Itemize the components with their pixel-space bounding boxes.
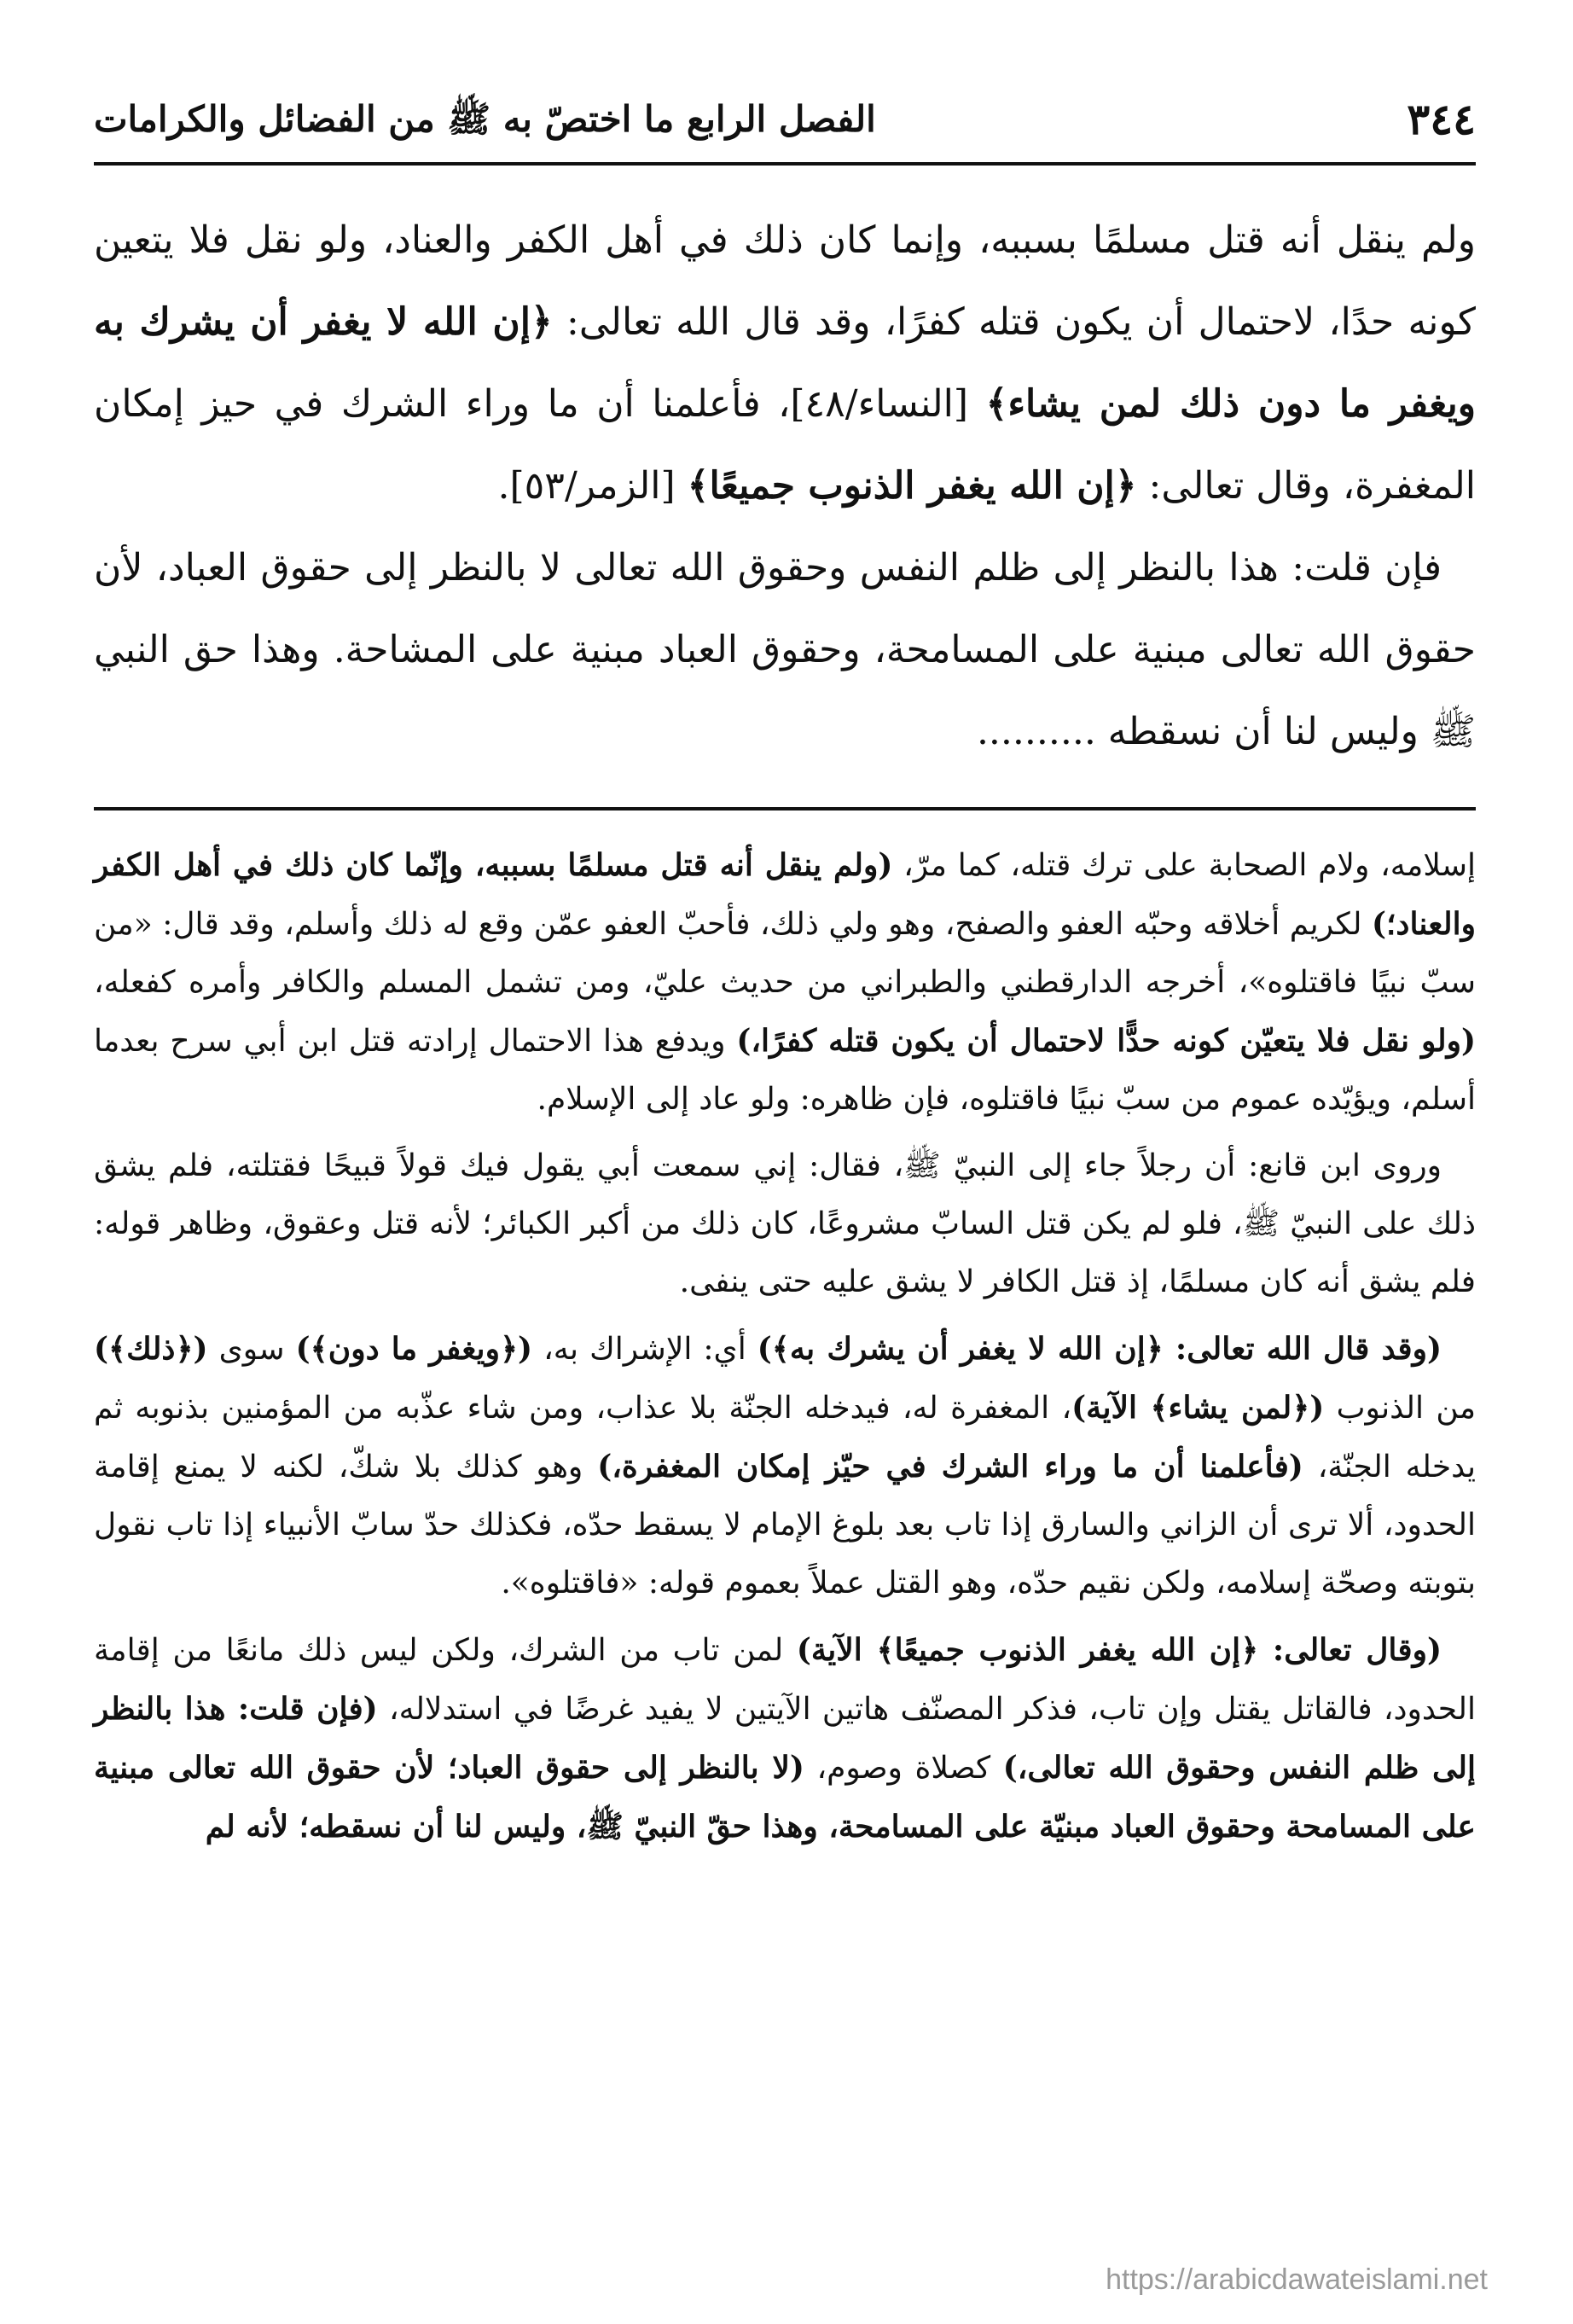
commentary-quoted-text: (فإن قلت: هذا بالنظر إلى ظلم النفس وحقوق الله تعالى،) [94,1691,1476,1786]
continuation-dots: .......... [976,710,1096,753]
commentary-text: ويدفع هذا الاحتمال إرادته قتل ابن أبي سرح بعدما أسلم، ويؤيّده عموم من سبّ نبيًا فاقتلوه، فإن ظاهره: ولو عاد إلى الإسلام. [94,1024,1476,1117]
commentary-quoted-text: (﴿لمن يشاء﴾ الآية) [1071,1390,1325,1426]
commentary-paragraph [94,1621,1476,1856]
page-header [94,85,1476,166]
commentary-quoted-text: (لا بالنظر إلى حقوق العباد؛ لأن حقوق الله تعالى مبنية على المسامحة وحقوق العباد مبنيّة على المسامحة، وهذا حقّ النبيّ ﷺ، وليس لنا أن نسقطه؛ لأنه لم [94,1750,1476,1845]
main-text [94,200,1476,773]
commentary-quoted-text: (فأعلمنا أن ما وراء الشرك في حيّز إمكان المغفرة،) [597,1449,1303,1484]
commentary-text: سوى [207,1332,296,1367]
commentary-text: لكريم أخلاقه وحبّه العفو والصفح، وهو ولي ذلك، فأحبّ العفو عمّن وقع له ذلك وأسلم، وقد قال: «من سبّ نبيًا فاقتلوه»، أخرجه الدارقطني والطبراني من حديث عليّ، ومن تشمل المسلم والكافر وأمره كفعله، [94,907,1476,1000]
main-text-segment: [الزمر/٥٣]. [497,464,688,508]
commentary-text: وهو كذلك بلا شكّ، لكنه لا يمنع إقامة الحدود، ألا ترى أن الزاني والسارق إذا تاب بعد بلوغ الإمام لا يسقط حدّه، فكذلك حدّ سابّ الأنبياء إذا تاب نقول بتوبته وصحّة إسلامه، ولكن نقيم حدّه، وهو القتل عملاً بعموم قوله: «فاقتلوه». [94,1450,1476,1601]
commentary-text: من الذنوب [1324,1391,1477,1426]
commentary-quoted-text: (وقال تعالى: ﴿إن الله يغفر الذنوب جميعًا﴾ الآية) [796,1632,1442,1668]
commentary-text: ، المغفرة له، فيدخله الجنّة بلا عذاب، ومن شاء عذّبه من المؤمنين بذنوبه ثم يدخله الجنّة، [94,1391,1476,1484]
commentary-paragraph [94,836,1476,1129]
commentary-paragraph [94,1137,1476,1311]
commentary-quoted-text: (﴿ذلك﴾) [94,1331,208,1367]
running-title: الفصل الرابع ما اختصّ به ﷺ من الفضائل والكرامات [94,98,876,140]
commentary-quoted-text: (ولو نقل فلا يتعيّن كونه حدًّا لاحتمال أن يكون قتله كفرًا،) [736,1023,1476,1059]
main-paragraph-1 [94,200,1476,527]
commentary-text: أي: الإشراك به، [532,1332,757,1367]
commentary-paragraph [94,1320,1476,1612]
commentary-text: لمن تاب من الشرك، ولكن ليس ذلك مانعًا من إقامة الحدود، فالقاتل يقتل وإن تاب، فذكر المصنّف هاتين الآيتين لا يفيد غرضًا في استدلاله، [94,1633,1476,1727]
quran-verse: ﴿إن الله يغفر الذنوب جميعًا﴾ [687,464,1137,508]
commentary-text: كصلاة وصوم، [804,1751,1003,1786]
commentary [94,836,1476,1856]
main-paragraph-2 [94,527,1476,773]
main-text-segment: [النساء/٤٨]، فأعلمنا أن ما وراء الشرك في حيز إمكان المغفرة، وقال تعالى: [94,382,1476,508]
commentary-text: وروى ابن قانع: أن رجلاً جاء إلى النبيّ ﷺ، فقال: إني سمعت أبي يقول فيك قولاً قبيحًا فقتلته، فلم يشق ذلك على النبيّ ﷺ، فلو لم يكن قتل السابّ مشروعًا، كان ذلك من أكبر الكبائر؛ لأنه قتل وعقوق، وظاهر قوله: فلم يشق أنه كان مسلمًا، إذ قتل الكافر لا يشق عليه حتى ينفى. [94,1148,1476,1299]
quran-verse: ﴿إن الله لا يغفر أن يشرك به ويغفر ما دون ذلك لمن يشاء﴾ [94,300,1476,426]
commentary-quoted-text: (وقد قال الله تعالى: ﴿إن الله لا يغفر أن يشرك به﴾) [757,1331,1442,1367]
main-text-segment: ولم ينقل أنه قتل مسلمًا بسببه، وإنما كان ذلك في أهل الكفر والعناد، ولو نقل فلا يتعين كونه حدًا، لاحتمال أن يكون قتله كفرًا، وقد قال الله تعالى: [94,218,1476,344]
book-page [94,85,1476,2304]
watermark-url: https://arabicdawateislami.net [1106,2263,1488,2296]
main-text-segment: فإن قلت: هذا بالنظر إلى ظلم النفس وحقوق الله تعالى لا بالنظر إلى حقوق العباد، لأن حقوق الله تعالى مبنية على المسامحة، وحقوق العباد مبنية على المشاحة. وهذا حق النبي ﷺ وليس لنا أن نسقطه [94,546,1476,753]
page-number: ٣٤٤ [1407,94,1476,144]
commentary-quoted-text: (ولم ينقل أنه قتل مسلمًا بسببه، وإنّما كان ذلك في أهل الكفر والعناد؛) [94,847,1476,942]
section-divider [94,807,1476,810]
commentary-text: إسلامه، ولام الصحابة على ترك قتله، كما مرّ، [892,848,1476,883]
commentary-quoted-text: (﴿ويغفر ما دون﴾) [295,1331,533,1367]
